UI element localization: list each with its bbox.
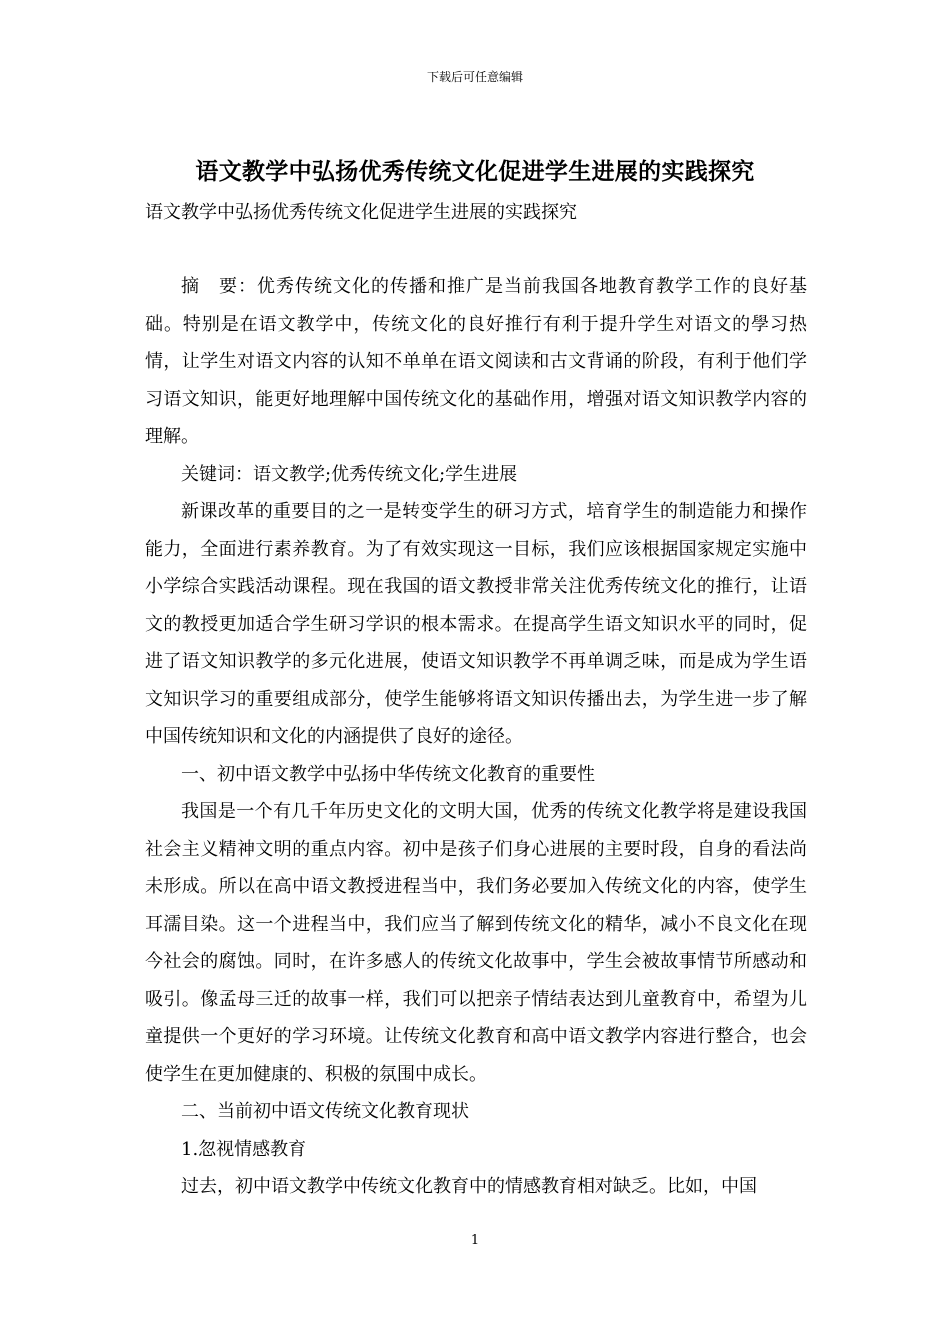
section-heading-2: 二、当前初中语文传统文化教育现状 (181, 1101, 469, 1122)
subsection-heading-1: 1.忽视情感教育 (181, 1138, 307, 1160)
page-number: 1 (470, 1233, 480, 1248)
section-1-paragraph: 我国是一个有几千年历史文化的文明大国，优秀的传统文化教学将是建设我国社会主义精神文明的重点内容。初中是孩子们身心进展的主要时段，自身的看法尚未形成。所以在高中语文教授进程当中，我们务必要加入传统文化的内容，使学生耳濡目染。这一个进程当中，我们应当了解到传统文化的精华，减小不良文化在现今社会的腐蚀。同时，在许多感人的传统文化故事中，学生会被故事情节所感动和吸引。像孟母三迁的故事一样，我们可以把亲子情结表达到儿童教育中，希望为儿童提供一个更好的学习环境。让传统文化教育和高中语文教学内容进行整合，也会使学生在更加健康的、积极的氛围中成长。 (145, 801, 807, 1085)
subsection-1-paragraph: 过去，初中语文教学中传统文化教育中的情感教育相对缺乏。比如，中国 (181, 1176, 757, 1197)
document-subtitle: 语文教学中弘扬优秀传统文化促进学生进展的实践探究 (145, 202, 577, 223)
keywords-paragraph: 关键词：语文教学;优秀传统文化;学生进展 (181, 463, 518, 485)
intro-paragraph: 新课改革的重要目的之一是转变学生的研习方式，培育学生的制造能力和操作能力，全面进行素养教育。为了有效实现这一目标，我们应该根据国家规定实施中小学综合实践活动课程。现在我国的语文教授非常关注优秀传统文化的推行，让语文的教授更加适合学生研习学识的根本需求。在提高学生语文知识水平的同时，促进了语文知识教学的多元化进展，使语文知识教学不再单调乏味，而是成为学生语文知识学习的重要组成部分，使学生能够将语文知识传播出去，为学生进一步了解中国传统知识和文化的内涵提供了良好的途径。 (145, 501, 807, 747)
section-heading-1: 一、初中语文教学中弘扬中华传统文化教育的重要性 (181, 763, 595, 785)
document-body (145, 268, 807, 1206)
page-header-note: 下载后可任意编辑 (426, 70, 523, 84)
abstract-paragraph: 摘 要：优秀传统文化的传播和推广是当前我国各地教育教学工作的良好基础。特别是在语文教学中，传统文化的良好推行有利于提升学生对语文的學习热情，让学生对语文内容的认知不单单在语文阅读和古文背诵的阶段，有利于他们学习语文知识，能更好地理解中国传统文化的基础作用，增强对语文知识教学内容的理解。 (145, 276, 807, 447)
document-title: 语文教学中弘扬优秀传统文化促进学生进展的实践探究 (195, 158, 755, 185)
